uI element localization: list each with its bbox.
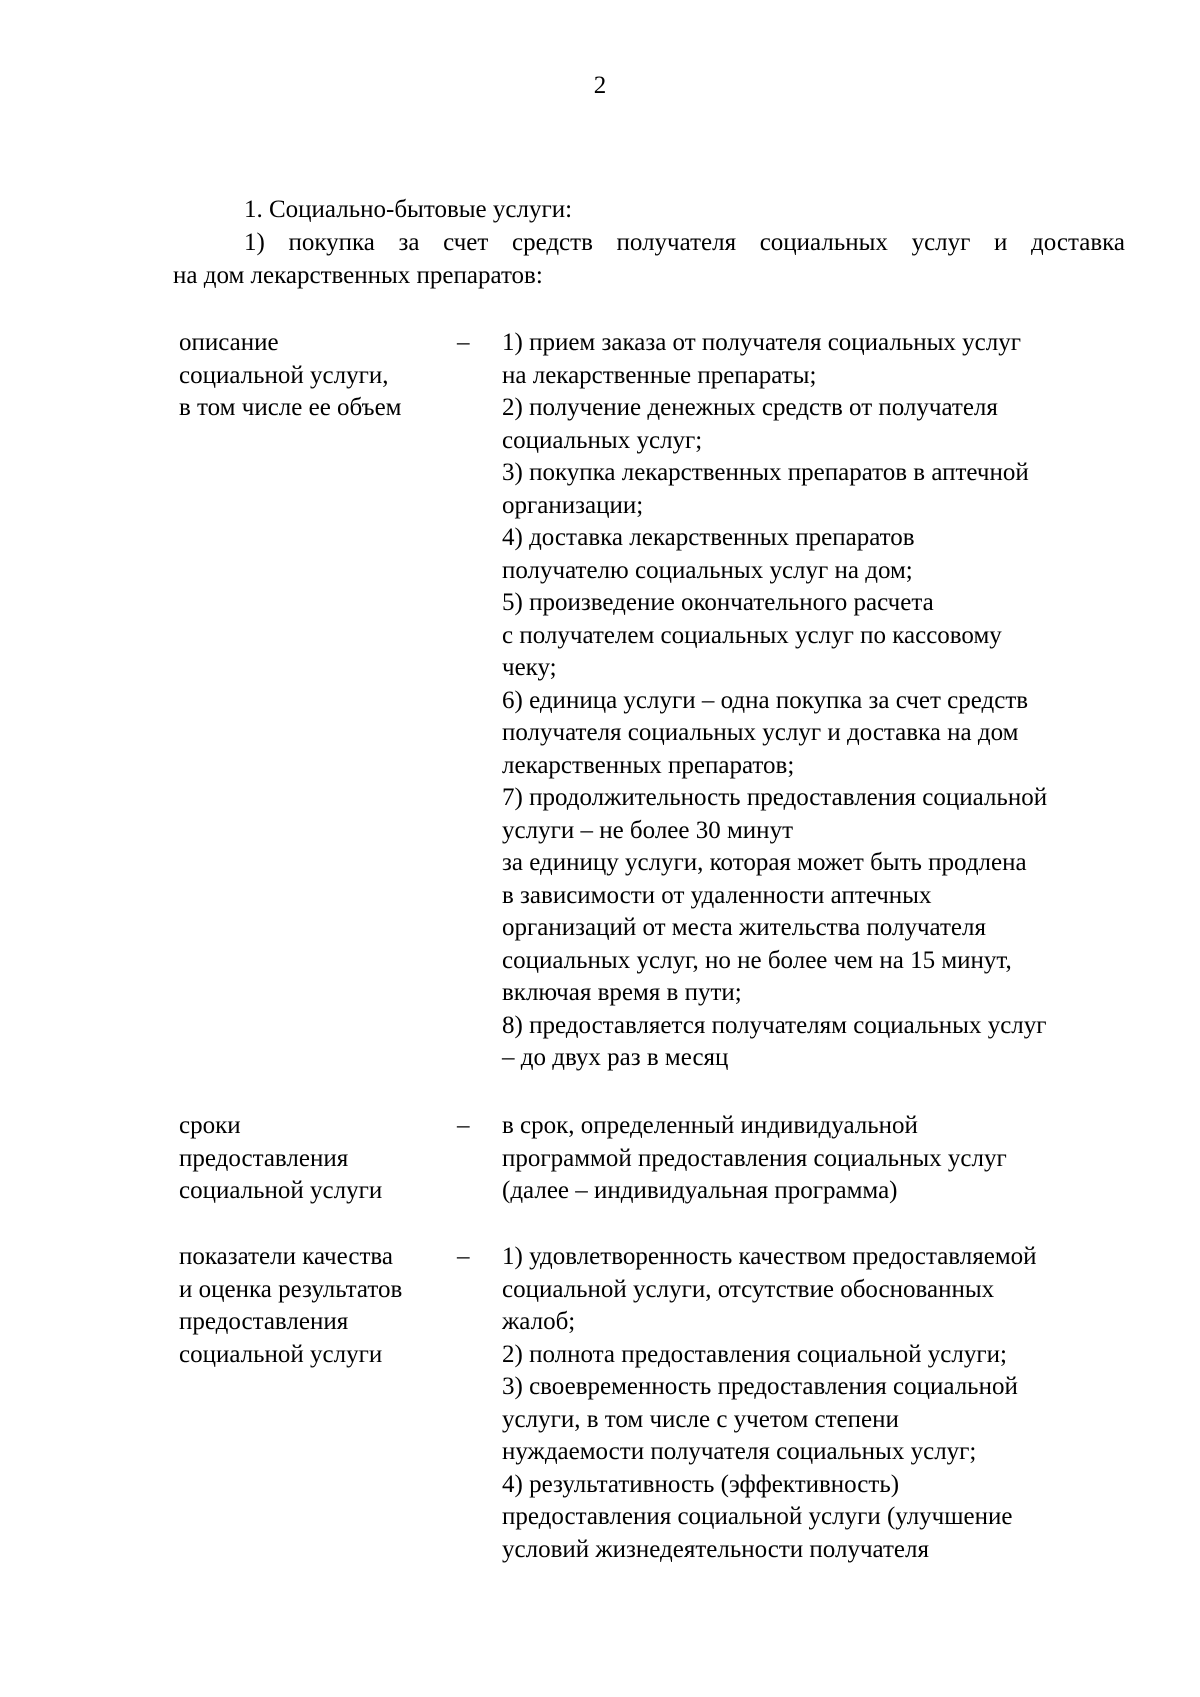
label-line: социальной услуги <box>179 1340 383 1368</box>
page-number: 2 <box>593 72 607 99</box>
section-content <box>502 1241 1127 1566</box>
section-heading: 1. Социально-бытовые услуги: <box>244 196 573 223</box>
label-line: предоставления <box>179 1144 349 1172</box>
content-line: на лекарственные препараты; <box>502 361 817 389</box>
content-line: условий жизнедеятельности получателя <box>502 1535 929 1563</box>
content-line: социальных услуг, но не более чем на 15 минут, <box>502 946 1012 974</box>
content-line: социальной услуги, отсутствие обоснованных <box>502 1275 995 1303</box>
content-line: услуги, в том числе с учетом степени <box>502 1405 899 1433</box>
content-line: (далее – индивидуальная программа) <box>502 1177 898 1204</box>
content-line: 5) произведение окончательного расчета <box>502 589 934 616</box>
content-line: услуги – не более 30 минут <box>502 816 793 844</box>
content-line: 3) покупка лекарственных препаратов в аптечной <box>502 459 1029 486</box>
content-line: 6) единица услуги – одна покупка за счет средств <box>502 686 1029 714</box>
content-line: программой предоставления социальных услуг <box>502 1144 1007 1172</box>
content-line: 3) своевременность предоставления социальной <box>502 1373 1018 1400</box>
section-content <box>502 327 1127 1075</box>
section-label <box>179 1110 439 1208</box>
label-line: социальной услуги <box>179 1177 383 1204</box>
service-title-line: на дом лекарственных препаратов: <box>173 261 543 289</box>
section-label <box>179 1241 439 1371</box>
content-line: 4) доставка лекарственных препаратов <box>502 524 915 551</box>
dash-separator: – <box>457 1243 470 1270</box>
content-line: 7) продолжительность предоставления социальной <box>502 784 1048 811</box>
content-line: в зависимости от удаленности аптечных <box>502 881 932 909</box>
content-line: 1) удовлетворенность качеством предоставляемой <box>502 1243 1037 1270</box>
service-title <box>173 227 1125 292</box>
label-line: показатели качества <box>179 1243 393 1270</box>
content-line: предоставления социальной услуги (улучшение <box>502 1503 1013 1530</box>
content-line: организации; <box>502 491 644 519</box>
content-line: нуждаемости получателя социальных услуг; <box>502 1438 977 1465</box>
content-line: организаций от места жительства получателя <box>502 914 986 941</box>
content-line: чеку; <box>502 654 557 681</box>
service-title-line: 1) покупка за счет средств получателя социальных услуг и доставка <box>244 229 1125 256</box>
content-line: социальных услуг; <box>502 426 703 454</box>
label-line: предоставления <box>179 1308 349 1335</box>
label-line: в том числе ее объем <box>179 394 402 421</box>
content-line: жалоб; <box>502 1308 576 1335</box>
content-line: в срок, определенный индивидуальной <box>502 1112 918 1139</box>
content-line: 2) получение денежных средств от получателя <box>502 394 998 421</box>
dash-separator: – <box>457 1112 470 1139</box>
label-line: и оценка результатов <box>179 1275 403 1303</box>
label-line: сроки <box>179 1112 241 1139</box>
content-line: лекарственных препаратов; <box>502 751 795 779</box>
content-line: получателю социальных услуг на дом; <box>502 556 913 584</box>
content-line: с получателем социальных услуг по кассовому <box>502 621 1002 649</box>
section-label <box>179 327 439 425</box>
content-line: 1) прием заказа от получателя социальных услуг <box>502 329 1021 356</box>
content-line: за единицу услуги, которая может быть продлена <box>502 849 1027 876</box>
content-line: 2) полнота предоставления социальной услуги; <box>502 1340 1007 1368</box>
content-line: 8) предоставляется получателям социальных услуг <box>502 1011 1047 1039</box>
content-line: 4) результативность (эффективность) <box>502 1470 900 1498</box>
dash-separator: – <box>457 329 470 356</box>
label-line: социальной услуги, <box>179 361 389 389</box>
content-line: включая время в пути; <box>502 979 742 1006</box>
section-content <box>502 1110 1127 1208</box>
label-line: описание <box>179 329 279 356</box>
content-line: получателя социальных услуг и доставка на дом <box>502 719 1019 746</box>
content-line: – до двух раз в месяц <box>502 1044 729 1071</box>
